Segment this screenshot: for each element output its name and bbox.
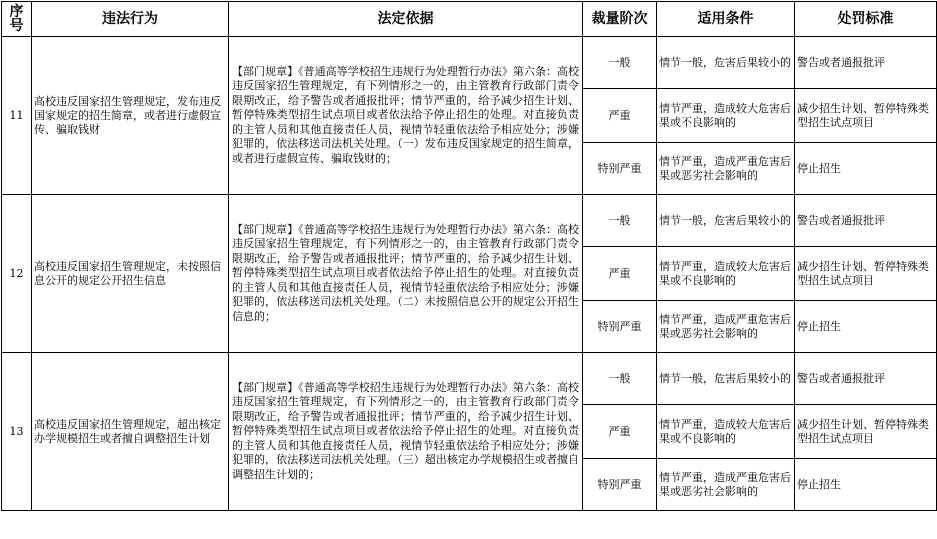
level-cell: 特别严重 <box>583 459 657 511</box>
level-cell: 特别严重 <box>583 301 657 353</box>
condition-cell: 情节一般，危害后果较小的 <box>657 37 795 89</box>
table-row <box>2 353 937 405</box>
row-number: 11 <box>2 37 32 195</box>
condition-cell: 情节严重，造成较大危害后果或不良影响的 <box>657 405 795 459</box>
penalty-cell: 减少招生计划、暂停特殊类型招生试点项目 <box>795 89 937 143</box>
header-row <box>2 2 937 37</box>
row-number: 12 <box>2 195 32 353</box>
header-legal-basis: 法定依据 <box>229 2 583 37</box>
penalty-cell: 警告或者通报批评 <box>795 37 937 89</box>
level-cell: 一般 <box>583 37 657 89</box>
penalty-cell: 警告或者通报批评 <box>795 353 937 405</box>
penalty-cell: 停止招生 <box>795 459 937 511</box>
level-cell: 严重 <box>583 247 657 301</box>
header-condition: 适用条件 <box>657 2 795 37</box>
condition-cell: 情节严重，造成严重危害后果或恶劣社会影响的 <box>657 143 795 195</box>
legal-basis-cell: 【部门规章】《普通高等学校招生违规行为处理暂行办法》第六条：高校违反国家招生管理规定，有下列情形之一的，由主管教育行政部门责令限期改正，给予警告或者通报批评；情节严重的，给予减少招生计划、暂停特殊类型招生试点项目或者依法给予停止招生的处理。对直接负责的主管人员和其他直接责任人员，视情节轻重依法给予相应处分；涉嫌犯罪的，依法移送司法机关处理。（一）发布违反国家规定的招生简章，或者进行虚假宣传、骗取钱财的； <box>229 37 583 195</box>
violation-cell: 高校违反国家招生管理规定，未按照信息公开的规定公开招生信息 <box>32 195 229 353</box>
condition-cell: 情节严重，造成严重危害后果或恶劣社会影响的 <box>657 459 795 511</box>
table-row <box>2 195 937 247</box>
level-cell: 严重 <box>583 89 657 143</box>
penalty-cell: 警告或者通报批评 <box>795 195 937 247</box>
condition-cell: 情节一般，危害后果较小的 <box>657 195 795 247</box>
header-penalty: 处罚标准 <box>795 2 937 37</box>
legal-basis-cell: 【部门规章】《普通高等学校招生违规行为处理暂行办法》第六条：高校违反国家招生管理规定，有下列情形之一的，由主管教育行政部门责令限期改正，给予警告或者通报批评；情节严重的，给予减少招生计划、暂停特殊类型招生试点项目或者依法给予停止招生的处理。对直接负责的主管人员和其他直接责任人员，视情节轻重依法给予相应处分；涉嫌犯罪的，依法移送司法机关处理。（三）超出核定办学规模招生或者擅自调整招生计划的； <box>229 353 583 511</box>
level-cell: 严重 <box>583 405 657 459</box>
penalty-cell: 减少招生计划、暂停特殊类型招生试点项目 <box>795 247 937 301</box>
violation-cell: 高校违反国家招生管理规定，超出核定办学规模招生或者擅自调整招生计划 <box>32 353 229 511</box>
violation-cell: 高校违反国家招生管理规定，发布违反国家规定的招生简章，或者进行虚假宣传、骗取钱财 <box>32 37 229 195</box>
condition-cell: 情节一般，危害后果较小的 <box>657 353 795 405</box>
level-cell: 特别严重 <box>583 143 657 195</box>
penalty-cell: 停止招生 <box>795 301 937 353</box>
condition-cell: 情节严重，造成较大危害后果或不良影响的 <box>657 89 795 143</box>
condition-cell: 情节严重，造成严重危害后果或恶劣社会影响的 <box>657 301 795 353</box>
row-number: 13 <box>2 353 32 511</box>
penalty-cell: 停止招生 <box>795 143 937 195</box>
level-cell: 一般 <box>583 353 657 405</box>
header-violation: 违法行为 <box>32 2 229 37</box>
level-cell: 一般 <box>583 195 657 247</box>
penalty-cell: 减少招生计划、暂停特殊类型招生试点项目 <box>795 405 937 459</box>
legal-basis-cell: 【部门规章】《普通高等学校招生违规行为处理暂行办法》第六条：高校违反国家招生管理规定，有下列情形之一的，由主管教育行政部门责令限期改正，给予警告或者通报批评；情节严重的，给予减少招生计划、暂停特殊类型招生试点项目或者依法给予停止招生的处理。对直接负责的主管人员和其他直接责任人员，视情节轻重依法给予相应处分；涉嫌犯罪的，依法移送司法机关处理。（二）未按照信息公开的规定公开招生信息的； <box>229 195 583 353</box>
header-no: 序号 <box>2 2 32 37</box>
table-row <box>2 37 937 89</box>
condition-cell: 情节严重，造成较大危害后果或不良影响的 <box>657 247 795 301</box>
header-level: 裁量阶次 <box>583 2 657 37</box>
penalty-discretion-table <box>1 1 937 511</box>
